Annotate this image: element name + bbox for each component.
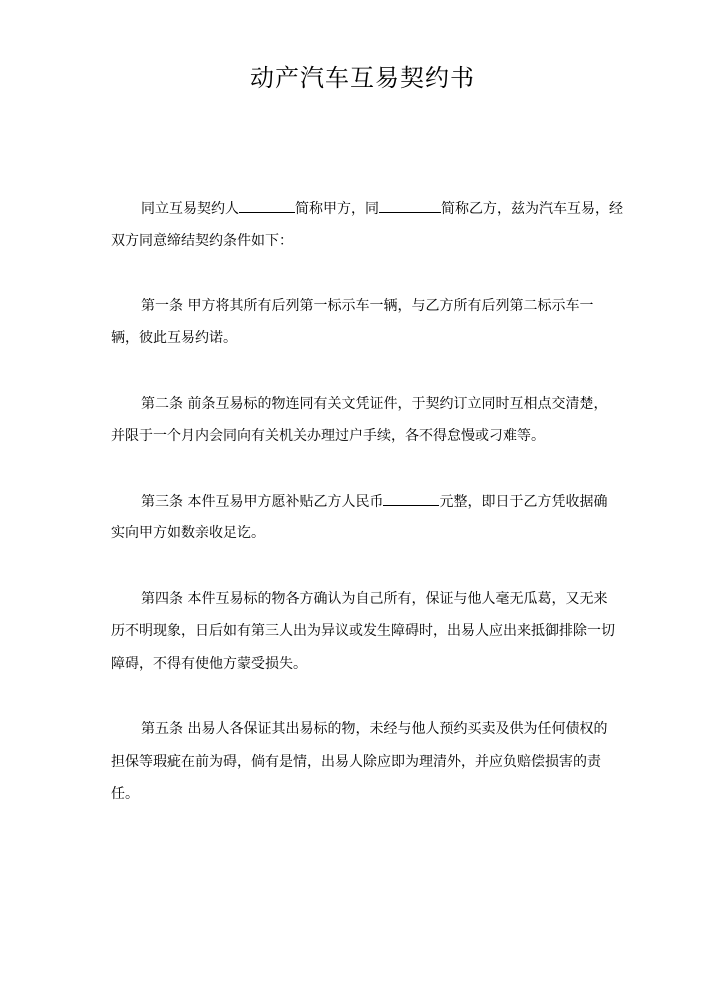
article-2-line-2: 并限于一个月内会同向有关机关办理过户手续，各不得怠慢或刁难等。 <box>111 428 545 444</box>
intro-text-2: 简称甲方，同 <box>295 201 379 217</box>
article-3-line-2: 实向甲方如数亲收足讫。 <box>111 525 265 541</box>
article-4-line-1: 第四条 本件互易标的物各方确认为自己所有，保证与他人毫无瓜葛，又无来 <box>141 591 608 607</box>
article-1-line-1: 第一条 甲方将其所有后列第一标示车一辆，与乙方所有后列第二标示车一 <box>141 298 594 314</box>
amount-blank <box>383 491 439 506</box>
article-5-line-3: 任。 <box>111 786 139 802</box>
intro-line-1 <box>141 198 623 219</box>
party-b-blank <box>379 198 441 213</box>
party-a-blank <box>239 198 295 213</box>
intro-text-3: 简称乙方，兹为汽车互易，经 <box>441 201 623 217</box>
article-4-line-2: 历不明现象，日后如有第三人出为异议或发生障碍时，出易人应出来抵御排除一切 <box>111 623 615 639</box>
article-2-line-1: 第二条 前条互易标的物连同有关文凭证件，于契约订立同时互相点交清楚， <box>141 396 608 412</box>
article-3-text-2: 元整，即日于乙方凭收据确 <box>439 494 608 510</box>
article-5-line-1: 第五条 出易人各保证其出易标的物，未经与他人预约买卖及供为任何债权的 <box>141 721 608 737</box>
intro-text-1: 同立互易契约人 <box>141 201 239 217</box>
article-4-line-3: 障碍，不得有使他方蒙受损失。 <box>111 656 307 672</box>
article-3-line-1 <box>141 491 607 512</box>
document-title: 动产汽车互易契约书 <box>250 64 475 92</box>
article-5-line-2: 担保等瑕疵在前为碍，倘有是情，出易人除应即为理清外，并应负赔偿损害的责 <box>111 754 601 770</box>
intro-line-2: 双方同意缔结契约条件如下： <box>111 233 293 249</box>
article-1-line-2: 辆，彼此互易约诺。 <box>111 330 237 346</box>
article-3-text-1: 第三条 本件互易甲方愿补贴乙方人民币 <box>141 494 384 510</box>
